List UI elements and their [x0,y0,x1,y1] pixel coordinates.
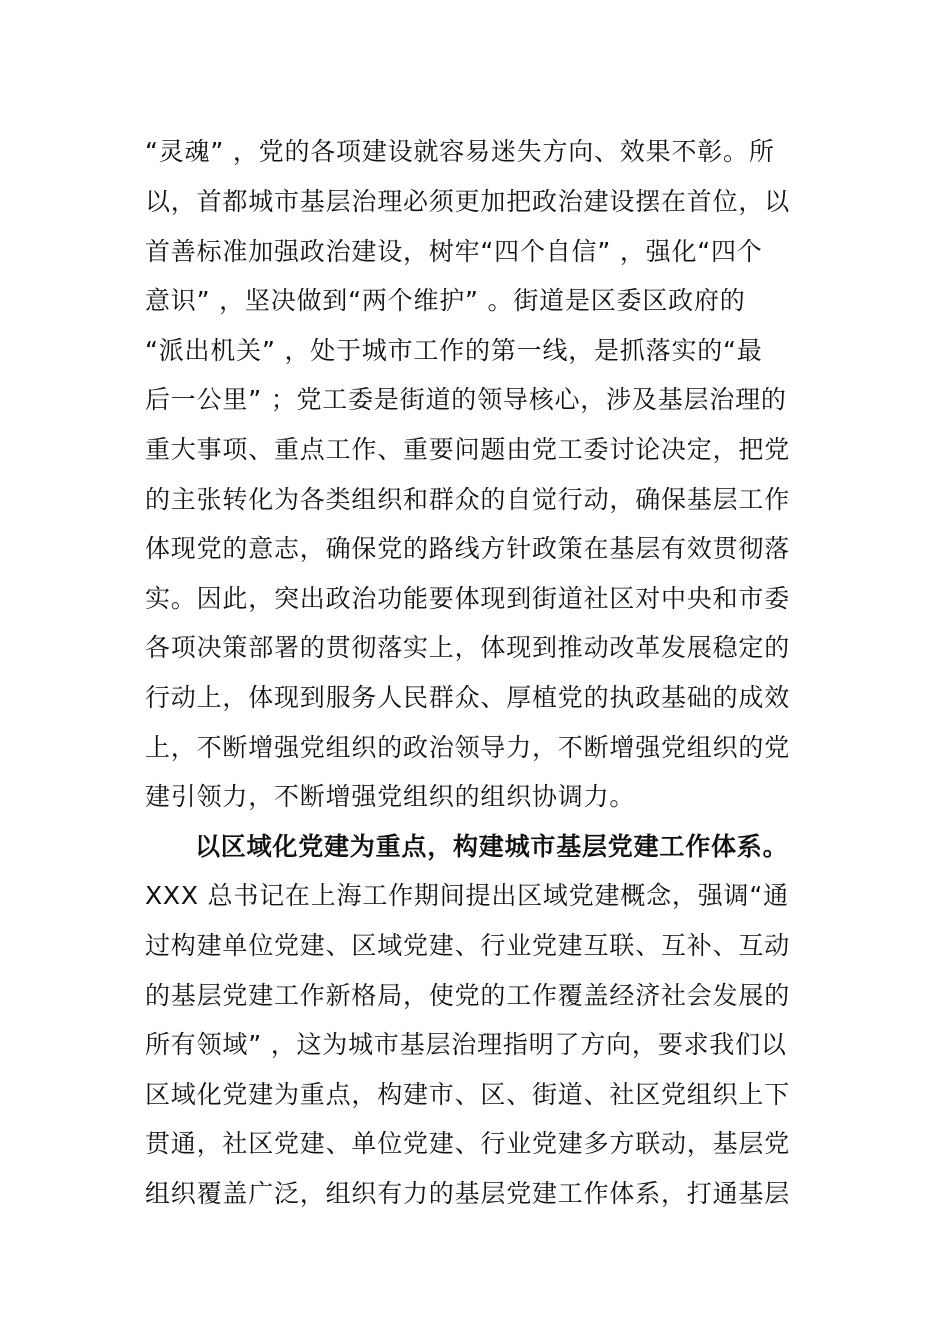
text-line: 建引领力，不断增强党组织的组织协调力。 [145,782,636,811]
text-line: 重大事项、重点工作、重要问题由党工委讨论决定，把党 [145,435,791,464]
text-line: 各项决策部署的贯彻落实上，体现到推动改革发展稳定的 [145,633,791,662]
text-line: 行动上，体现到服务人民群众、厚植党的执政基础的成效 [145,683,791,712]
text-line: 的基层党建工作新格局，使党的工作覆盖经济社会发展的 [145,981,791,1010]
text-line: 后一公里” ；党工委是街道的领导核心，涉及基层治理的 [145,385,787,414]
text-line: “灵魂” ，党的各项建设就容易迷失方向、效果不彰。所 [145,137,775,166]
text-line: XXX 总书记在上海工作期间提出区域党建概念，强调“通 [145,881,789,910]
text-line: 的主张转化为各类组织和群众的自觉行动，确保基层工作 [145,485,791,514]
text-line: 区域化党建为重点，构建市、区、街道、社区党组织上下 [145,1080,791,1109]
section-heading: 以区域化党建为重点，构建城市基层党建工作体系。 [195,832,789,861]
text-line: 贯通，社区党建、单位党建、行业党建多方联动，基层党 [145,1129,791,1158]
text-line: 以，首都城市基层治理必须更加把政治建设摆在首位，以 [145,187,791,216]
text-line: 过构建单位党建、区域党建、行业党建互联、互补、互动 [145,931,791,960]
text-line: “派出机关” ，处于城市工作的第一线，是抓落实的“最 [145,336,763,365]
text-line: 首善标准加强政治建设，树牢“四个自信” ，强化“四个 [145,237,763,266]
text-line: 实。因此，突出政治功能要体现到街道社区对中央和市委 [145,584,791,613]
text-line: 意识” ，坚决做到“两个维护” 。街道是区委区政府的 [145,286,746,315]
text-line: 所有领域” ，这为城市基层治理指明了方向，要求我们以 [145,1030,787,1059]
text-line: 上，不断增强党组织的政治领导力，不断增强党组织的党 [145,733,791,762]
text-line: 组织覆盖广泛，组织有力的基层党建工作体系，打通基层 [145,1179,791,1208]
text-line: 体现党的意志，确保党的路线方针政策在基层有效贯彻落 [145,534,791,563]
